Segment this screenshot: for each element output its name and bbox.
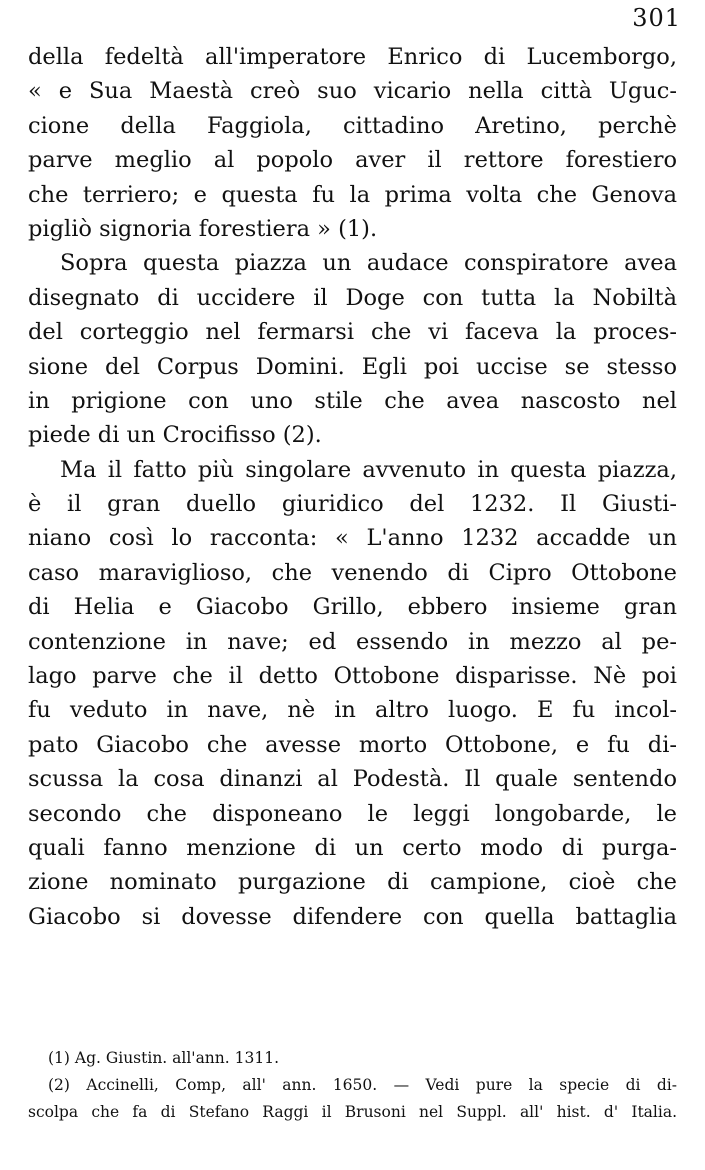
text-line: che terriero; e questa fu la prima volta che Genova (28, 181, 677, 208)
text-line: pigliò signoria forestiera » (1). (28, 215, 378, 242)
text-line: scussa la cosa dinanzi al Podestà. Il quale sentendo (28, 766, 677, 793)
text-line: di Helia e Giacobo Grillo, ebbero insieme gran (28, 594, 677, 621)
text-line: cione della Faggiola, cittadino Aretino, perchè (28, 112, 677, 139)
text-line: quali fanno menzione di un certo modo di purga- (28, 834, 677, 861)
text-line: del corteggio nel fermarsi che vi faceva la proces- (28, 319, 677, 346)
text-line: della fedeltà all'imperatore Enrico di Lucemborgo, (28, 44, 677, 70)
text-line: sione del Corpus Domini. Egli poi uccise se stesso (28, 353, 677, 380)
body-text (28, 40, 677, 934)
footnote-line: (1) Ag. Giustin. all'ann. 1311. (48, 1049, 280, 1067)
text-line: Ma il fatto più singolare avvenuto in questa piazza, (60, 456, 677, 483)
text-line: piede di un Crocifisso (2). (28, 422, 322, 449)
text-line: Sopra questa piazza un audace conspiratore avea (60, 250, 677, 277)
text-line: Giacobo si dovesse difendere con quella battaglia (28, 903, 677, 930)
footnote-line: scolpa che fa di Stefano Raggi il Brusoni nel Suppl. all' hist. d' Italia. (28, 1103, 677, 1121)
text-line: è il gran duello giuridico del 1232. Il Giusti- (28, 491, 677, 518)
text-line: contenzione in nave; ed essendo in mezzo al pe- (28, 628, 677, 655)
text-line: pato Giacobo che avesse morto Ottobone, e fu di- (28, 731, 677, 758)
text-line: caso maraviglioso, che venendo di Cipro Ottobone (28, 559, 677, 586)
text-line: secondo che disponeano le leggi longobarde, le (28, 800, 677, 827)
text-line: zione nominato purgazione di campione, cioè che (28, 869, 677, 896)
page-number: 301 (632, 4, 681, 32)
text-line: lago parve che il detto Ottobone disparisse. Nè poi (28, 663, 677, 690)
text-line: parve meglio al popolo aver il rettore forestiero (28, 147, 677, 174)
text-line: niano così lo racconta: « L'anno 1232 accadde un (28, 525, 677, 552)
footnotes (28, 1045, 677, 1126)
text-line: « e Sua Maestà creò suo vicario nella città Uguc- (28, 78, 677, 105)
text-line: fu veduto in nave, nè in altro luogo. E fu incol- (28, 697, 677, 724)
text-line: in prigione con uno stile che avea nascosto nel (28, 387, 677, 414)
footnote-line: (2) Accinelli, Comp, all' ann. 1650. — Vedi pure la specie di di- (48, 1076, 677, 1094)
text-line: disegnato di uccidere il Doge con tutta la Nobiltà (28, 284, 677, 311)
